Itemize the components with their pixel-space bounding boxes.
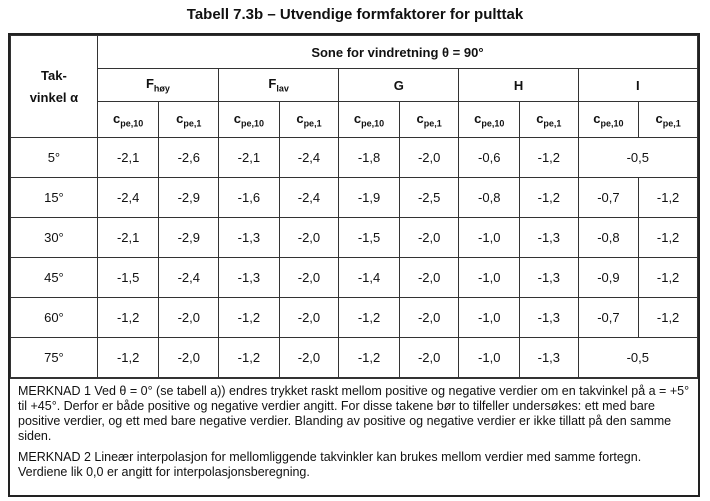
cpe-header xyxy=(219,102,280,138)
cpe-header xyxy=(520,102,579,138)
value-cell: -1,5 xyxy=(97,258,159,298)
value-cell: -2,4 xyxy=(279,178,339,218)
cpe-subscript: pe,1 xyxy=(662,118,681,129)
value-cell: -2,4 xyxy=(159,258,219,298)
value-cell: -2,1 xyxy=(97,138,159,178)
value-cell: -2,1 xyxy=(219,138,280,178)
cpe-header xyxy=(339,102,400,138)
value-cell: -2,6 xyxy=(159,138,219,178)
zone-header-label: F xyxy=(268,76,277,92)
cpe-subscript: pe,1 xyxy=(543,118,562,129)
value-cell: -1,8 xyxy=(339,138,400,178)
value-cell: -2,1 xyxy=(97,218,159,258)
cpe-label: c xyxy=(474,110,482,126)
value-cell: -1,2 xyxy=(639,298,698,338)
cpe-label: c xyxy=(655,110,663,126)
cpe-subscript: pe,10 xyxy=(600,118,624,129)
value-cell: -1,3 xyxy=(520,258,579,298)
value-cell: -2,0 xyxy=(159,338,219,378)
angle-header-line1: Tak- xyxy=(41,67,67,83)
table-title: Tabell 7.3b – Utvendige formfaktorer for pulttak xyxy=(186,6,524,23)
value-cell: -2,0 xyxy=(279,218,339,258)
cpe-header xyxy=(399,102,459,138)
zone-header-label: H xyxy=(513,77,524,93)
data-grid xyxy=(10,35,698,378)
zone-header-label: I xyxy=(635,77,640,93)
cpe-label: c xyxy=(353,110,362,126)
value-cell: -1,2 xyxy=(339,338,400,378)
cpe-label: c xyxy=(233,110,241,126)
angle-cell: 60° xyxy=(11,298,98,338)
cpe-subscript: pe,10 xyxy=(361,118,385,129)
value-cell: -1,2 xyxy=(639,258,698,298)
value-cell: -2,4 xyxy=(97,178,159,218)
value-cell: -2,9 xyxy=(159,178,219,218)
value-cell: -0,7 xyxy=(578,178,639,218)
zone-header xyxy=(219,69,339,102)
zone-header xyxy=(459,69,578,102)
cpe-subscript: pe,10 xyxy=(240,118,264,129)
value-cell: -2,0 xyxy=(159,298,219,338)
cpe-label: c xyxy=(113,110,121,126)
value-cell: -2,0 xyxy=(399,258,459,298)
value-cell: -1,3 xyxy=(520,338,579,378)
value-cell: -0,8 xyxy=(578,218,639,258)
zone-header xyxy=(339,69,459,102)
value-cell: -2,5 xyxy=(399,178,459,218)
notes xyxy=(10,378,698,480)
value-cell: -1,2 xyxy=(219,298,280,338)
cpe-header xyxy=(97,102,159,138)
zone-header-subscript: lav xyxy=(276,83,289,94)
value-cell: -2,9 xyxy=(159,218,219,258)
value-cell: -1,6 xyxy=(219,178,280,218)
angle-cell: 5° xyxy=(11,138,98,178)
table-row xyxy=(11,258,698,298)
angle-cell: 75° xyxy=(11,338,98,378)
cpe-header xyxy=(279,102,339,138)
note-1: MERKNAD 1 Ved θ = 0° (se tabell a)) endres trykket raskt mellom positive og negative verdier om en takvinkel på a = +5° til +45°. Derfor er både positive og negative verdier angitt. For disse takene bør to tilfeller undersøkes: ett med bare positive verdier, og ett med bare negative verdier. Blanding av positive og negative verdier er ikke tillatt på den samme siden. xyxy=(18,384,690,443)
value-cell: -1,2 xyxy=(97,338,159,378)
table-row xyxy=(11,138,698,178)
value-cell: -2,4 xyxy=(279,138,339,178)
value-cell: -2,0 xyxy=(399,298,459,338)
value-cell: -1,2 xyxy=(639,178,698,218)
table-row xyxy=(11,298,698,338)
cpe-subscript: pe,10 xyxy=(481,118,505,129)
zone-header-subscript: høy xyxy=(153,83,170,94)
cpe-subscript: pe,1 xyxy=(183,118,202,129)
cpe-label: c xyxy=(176,110,184,126)
cpe-subscript: pe,10 xyxy=(120,118,144,129)
value-cell: -1,0 xyxy=(459,218,520,258)
cpe-label: c xyxy=(536,110,544,126)
value-cell: -1,0 xyxy=(459,258,520,298)
cpe-header xyxy=(459,102,520,138)
cpe-header xyxy=(578,102,639,138)
value-cell: -1,3 xyxy=(219,218,280,258)
value-cell: -1,2 xyxy=(339,298,400,338)
angle-header xyxy=(11,36,98,138)
value-cell: -2,0 xyxy=(399,338,459,378)
value-cell: -2,0 xyxy=(279,258,339,298)
value-cell-merged: -0,5 xyxy=(578,138,697,178)
value-cell: -1,2 xyxy=(520,138,579,178)
angle-header-line2: vinkel α xyxy=(29,89,79,105)
cpe-subscript: pe,1 xyxy=(423,118,442,129)
formfactor-table xyxy=(8,33,700,497)
value-cell-merged: -0,5 xyxy=(578,338,697,378)
angle-cell: 45° xyxy=(11,258,98,298)
value-cell: -1,3 xyxy=(520,218,579,258)
value-cell: -1,2 xyxy=(219,338,280,378)
cpe-subscript: pe,1 xyxy=(303,118,322,129)
angle-cell: 15° xyxy=(11,178,98,218)
zone-header-label: G xyxy=(393,77,404,93)
value-cell: -1,2 xyxy=(97,298,159,338)
value-cell: -0,6 xyxy=(459,138,520,178)
value-cell: -2,0 xyxy=(399,138,459,178)
zone-header xyxy=(578,69,697,102)
value-cell: -2,0 xyxy=(399,218,459,258)
angle-cell: 30° xyxy=(11,218,98,258)
value-cell: -1,0 xyxy=(459,338,520,378)
value-cell: -1,3 xyxy=(219,258,280,298)
cpe-label: c xyxy=(296,110,304,126)
value-cell: -2,0 xyxy=(279,298,339,338)
zone-header xyxy=(97,69,218,102)
value-cell: -0,7 xyxy=(578,298,639,338)
cpe-label: c xyxy=(416,110,424,126)
cpe-header xyxy=(159,102,219,138)
value-cell: -2,0 xyxy=(279,338,339,378)
value-cell: -1,9 xyxy=(339,178,400,218)
zone-header-label: F xyxy=(145,76,154,92)
note-2: MERKNAD 2 Lineær interpolasjon for mellomliggende takvinkler kan brukes mellom verdier med samme fortegn. Verdiene lik 0,0 er angitt for interpolasjonsberegning. xyxy=(18,450,642,479)
wind-direction-header: Sone for vindretning θ = 90° xyxy=(97,36,697,69)
value-cell: -1,2 xyxy=(639,218,698,258)
cpe-label: c xyxy=(593,110,601,126)
value-cell: -1,2 xyxy=(520,178,579,218)
value-cell: -0,8 xyxy=(459,178,520,218)
table-row xyxy=(11,178,698,218)
table-row xyxy=(11,218,698,258)
table-row xyxy=(11,338,698,378)
value-cell: -1,0 xyxy=(459,298,520,338)
value-cell: -0,9 xyxy=(578,258,639,298)
value-cell: -1,4 xyxy=(339,258,400,298)
value-cell: -1,5 xyxy=(339,218,400,258)
value-cell: -1,3 xyxy=(520,298,579,338)
cpe-header xyxy=(639,102,698,138)
